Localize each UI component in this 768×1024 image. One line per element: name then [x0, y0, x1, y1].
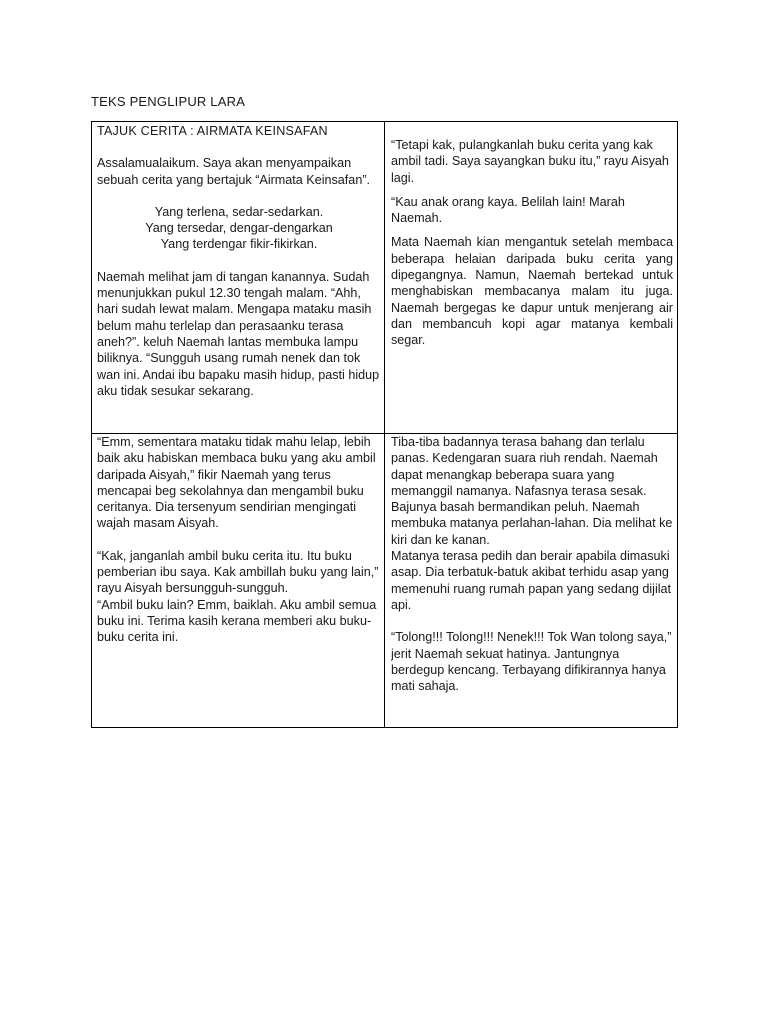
story-table [91, 121, 678, 728]
verse-line-2: Yang tersedar, dengar-dengarkan [145, 221, 333, 236]
cell-top-left [97, 123, 381, 432]
story-paragraph: “Tolong!!! Tolong!!! Nenek!!! Tok Wan tolong saya,” jerit Naemah sekuat hatinya. Jantungnya berdegup kencang. Terbayang difikirannya hanya mati sahaja. [391, 630, 672, 694]
cell-bottom-left [97, 434, 381, 724]
page-heading: TEKS PENGLIPUR LARA [91, 94, 246, 109]
cell-top-right [391, 137, 673, 429]
story-paragraph: “Emm, sementara mataku tidak mahu lelap, lebih baik aku habiskan membaca buku yang aku ambil daripada Aisyah,” fikir Naemah yang terus mencapai beg sekolahnya dan mengambil buku ceritanya. Dia tersenyum sendirian mengingati wajah masam Aisyah. [97, 435, 376, 531]
cell-bottom-right [391, 434, 673, 724]
story-title: TAJUK CERITA : AIRMATA KEINSAFAN [97, 124, 328, 138]
story-paragraph: “Kau anak orang kaya. Belilah lain! Marah Naemah. [391, 194, 625, 226]
story-paragraph: Tiba-tiba badannya terasa bahang dan terlalu panas. Kedengaran suara riuh rendah. Naemah dapat menangkap beberapa suara yang memanggil namanya. Nafasnya terasa sesak. Bajunya basah bermandikan peluh. Naemah membuka matanya perlahan-lahan. Dia melihat ke kiri dan ke kanan. [391, 435, 673, 547]
story-paragraph: Naemah melihat jam di tangan kanannya. Sudah menunjukkan pukul 12.30 tengah malam. “Ahh, hari sudah lewat malam. Mengapa mataku masih belum mahu terlelap dan perasaanku terasa aneh?”. keluh Naemah lantas membuka lampu biliknya. “Sungguh usang rumah nenek dan tok wan ini. Andai ibu bapaku masih hidup, pasti hidup aku tidak sesukar sekarang. [97, 269, 380, 398]
intro-paragraph: Assalamualaikum. Saya akan menyampaikan sebuah cerita yang bertajuk “Airmata Keinsafan”. [97, 156, 371, 187]
column-divider [384, 122, 385, 727]
story-paragraph: “Ambil buku lain? Emm, baiklah. Aku ambil semua buku ini. Terima kasih kerana memberi aku buku-buku cerita ini. [97, 597, 377, 645]
story-paragraph: Matanya terasa pedih dan berair apabila dimasuki asap. Dia terbatuk-batuk akibat terhidu asap yang memenuhi ruang rumah papan yang sedang dijilat api. [391, 549, 672, 612]
verse-line-1: Yang terlena, sedar-sedarkan. [154, 204, 324, 219]
verse-line-3: Yang terdengar fikir-fikirkan. [160, 237, 318, 252]
story-paragraph: Mata Naemah kian mengantuk setelah membaca beberapa helaian daripada buku cerita yang dipegangnya. Namun, Naemah bertekad untuk menghabiskan membacanya malam itu juga. Naemah bergegas ke dapur untuk menjerang air dan membancuh kopi agar matanya kembali segar. [391, 235, 673, 348]
story-paragraph: “Tetapi kak, pulangkanlah buku cerita yang kak ambil tadi. Saya sayangkan buku itu,” rayu Aisyah lagi. [391, 138, 669, 185]
story-paragraph: “Kak, janganlah ambil buku cerita itu. Itu buku pemberian ibu saya. Kak ambillah buku yang lain,” rayu Aisyah bersungguh-sungguh. [97, 548, 379, 596]
